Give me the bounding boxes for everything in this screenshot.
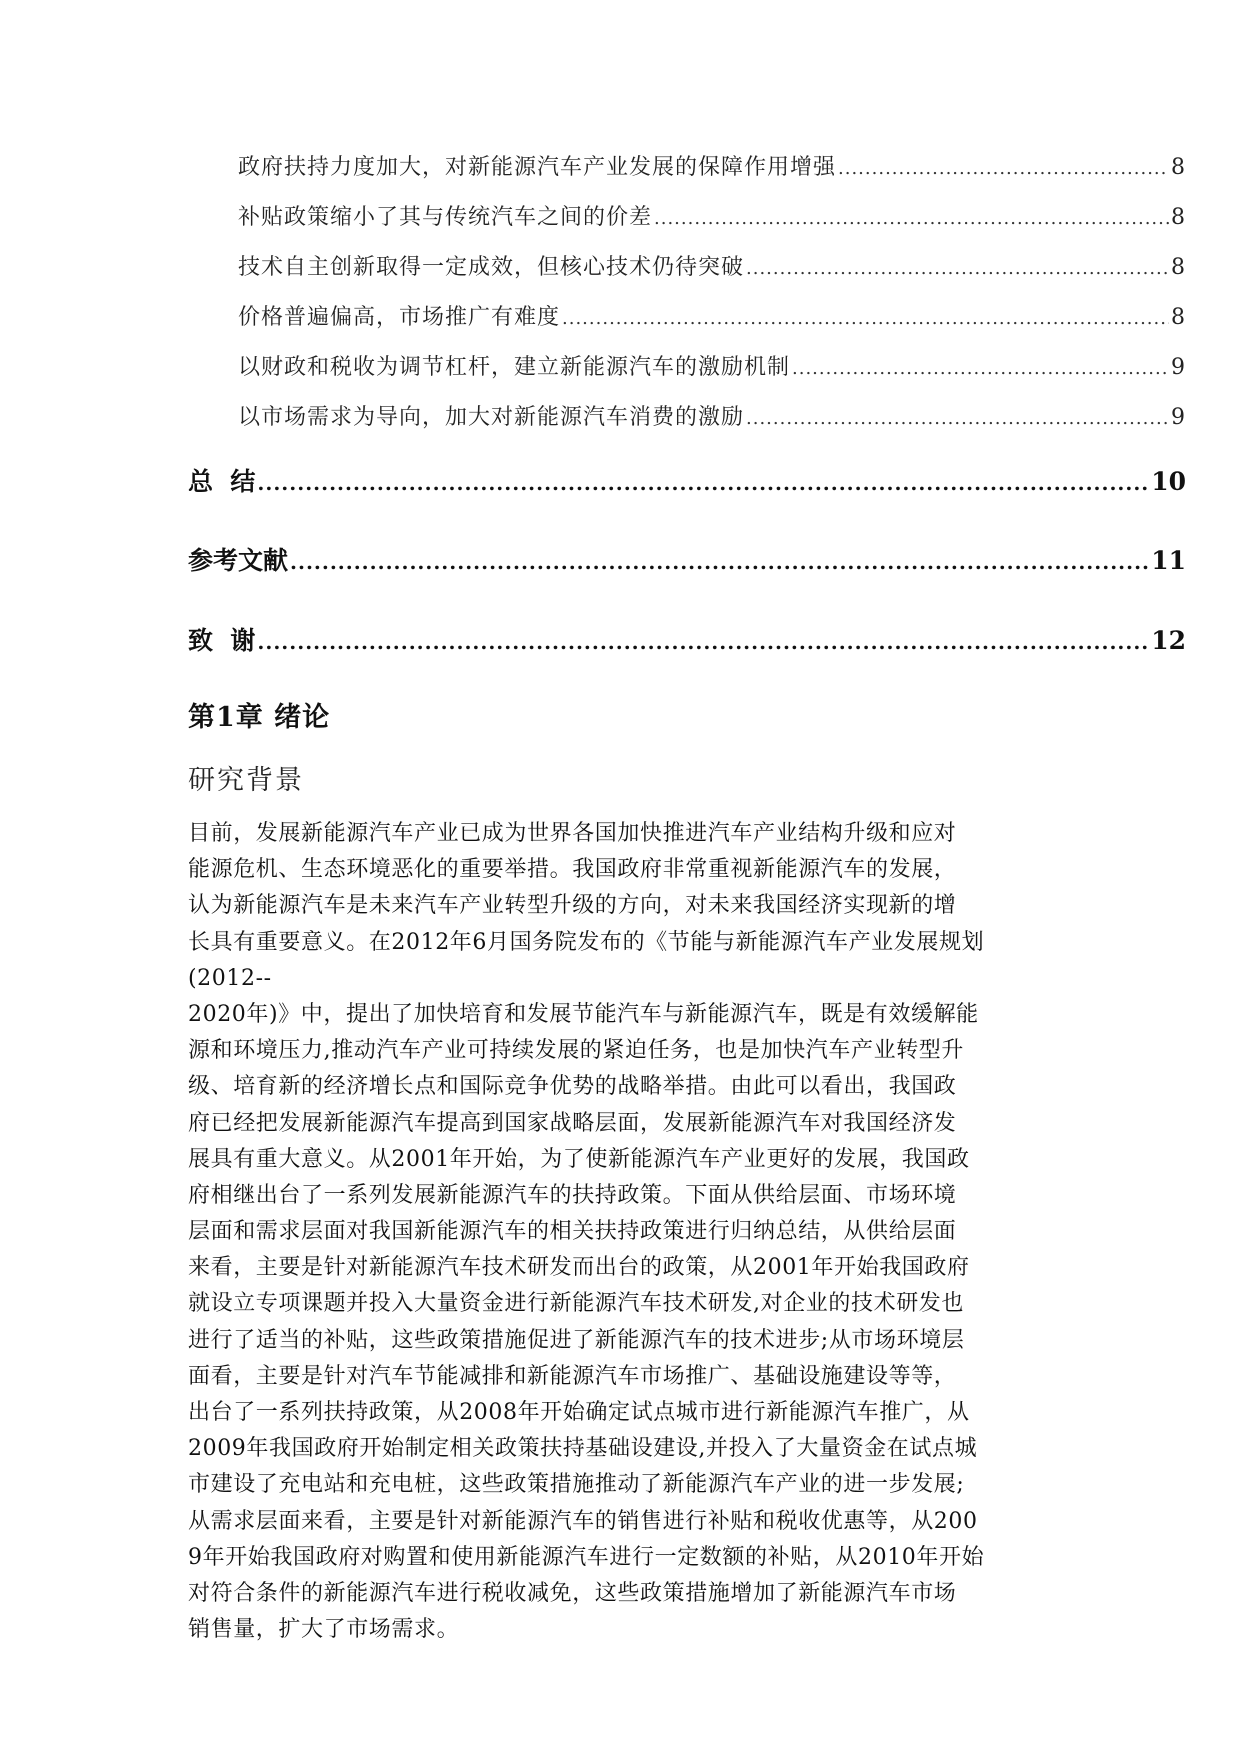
paragraph-line: 来看，主要是针对新能源汽车技术研发而出台的政策，从2001年开始我国政府 bbox=[188, 1255, 970, 1281]
toc-page-number: 11 bbox=[1151, 546, 1186, 575]
toc-entry-label: 以市场需求为导向，加大对新能源汽车消费的激励 bbox=[238, 405, 745, 430]
paragraph-line: 销售量，扩大了市场需求。 bbox=[188, 1617, 460, 1643]
paragraph-line: 源和环境压力,推动汽车产业可持续发展的紧迫任务，也是加快汽车产业转型升 bbox=[188, 1038, 964, 1064]
toc-leader-dots bbox=[257, 471, 1149, 495]
toc-main-entry[interactable] bbox=[188, 541, 1186, 581]
paragraph-line: 府相继出台了一系列发展新能源汽车的扶持政策。下面从供给层面、市场环境 bbox=[188, 1182, 957, 1208]
toc-page-number: 12 bbox=[1151, 626, 1186, 655]
paragraph-line: 9年开始我国政府对购置和使用新能源汽车进行一定数额的补贴，从2010年开始 bbox=[188, 1544, 985, 1570]
toc-leader-dots bbox=[838, 158, 1169, 179]
body-paragraph bbox=[188, 816, 1058, 1648]
paragraph-line: 能源危机、生态环境恶化的重要举措。我国政府非常重视新能源汽车的发展， bbox=[188, 857, 957, 883]
toc-page-number: 9 bbox=[1171, 405, 1186, 430]
paragraph-line: 认为新能源汽车是未来汽车产业转型升级的方向，对未来我国经济实现新的增 bbox=[188, 893, 957, 919]
toc-entry[interactable] bbox=[238, 400, 1186, 434]
paragraph-line: (2012-- bbox=[188, 965, 272, 991]
paragraph-line: 进行了适当的补贴，这些政策措施促进了新能源汽车的技术进步;从市场环境层 bbox=[188, 1327, 965, 1353]
toc-page-number: 10 bbox=[1151, 467, 1186, 496]
paragraph-line: 层面和需求层面对我国新能源汽车的相关扶持政策进行归纳总结，从供给层面 bbox=[188, 1219, 957, 1245]
paragraph-line: 出台了一系列扶持政策，从2008年开始确定试点城市进行新能源汽车推广，从 bbox=[188, 1400, 970, 1425]
toc-entry-label: 价格普遍偏高，市场推广有难度 bbox=[238, 305, 561, 330]
toc-entry-label: 政府扶持力度加大，对新能源汽车产业发展的保障作用增强 bbox=[238, 155, 837, 180]
toc-entry[interactable] bbox=[238, 350, 1186, 384]
toc-entry[interactable] bbox=[238, 150, 1186, 184]
paragraph-line: 2009年我国政府开始制定相关政策扶持基础设建设,并投入了大量资金在试点城 bbox=[188, 1436, 978, 1462]
toc-leader-dots bbox=[792, 358, 1169, 379]
toc-entry-label: 以财政和税收为调节杠杆，建立新能源汽车的激励机制 bbox=[238, 355, 791, 380]
toc-leader-dots bbox=[290, 550, 1149, 574]
paragraph-line: 市建设了充电站和充电桩，这些政策措施推动了新能源汽车产业的进一步发展; bbox=[188, 1472, 965, 1498]
toc-leader-dots bbox=[746, 408, 1169, 429]
paragraph-line: 对符合条件的新能源汽车进行税收减免，这些政策措施增加了新能源汽车市场 bbox=[188, 1580, 957, 1606]
toc-entry-label: 技术自主创新取得一定成效，但核心技术仍待突破 bbox=[238, 255, 745, 280]
paragraph-line: 级、培育新的经济增长点和国际竞争优势的战略举措。由此可以看出，我国政 bbox=[188, 1074, 957, 1100]
chapter-title: 第1章 绪论 bbox=[188, 702, 331, 733]
toc-main-entry[interactable] bbox=[188, 621, 1186, 661]
toc-leader-dots bbox=[562, 308, 1169, 329]
paragraph-line: 面看，主要是针对汽车节能减排和新能源汽车市场推广、基础设施建设等等， bbox=[188, 1363, 957, 1389]
toc-page-number: 9 bbox=[1171, 355, 1186, 380]
toc-entry[interactable] bbox=[238, 200, 1186, 234]
toc-main-entry[interactable] bbox=[188, 462, 1186, 502]
toc-leader-dots bbox=[257, 630, 1149, 654]
toc-page-number: 8 bbox=[1171, 255, 1186, 280]
toc-leader-dots bbox=[746, 258, 1169, 279]
toc-entry-label: 补贴政策缩小了其与传统汽车之间的价差 bbox=[238, 205, 653, 230]
toc-main-label: 致 谢 bbox=[188, 626, 256, 655]
paragraph-line: 目前，发展新能源汽车产业已成为世界各国加快推进汽车产业结构升级和应对 bbox=[188, 821, 957, 846]
toc-entry[interactable] bbox=[238, 300, 1186, 334]
section-title: 研究背景 bbox=[188, 765, 304, 796]
toc-main-label: 参考文献 bbox=[188, 546, 289, 575]
toc-leader-dots bbox=[654, 208, 1169, 229]
paragraph-line: 就设立专项课题并投入大量资金进行新能源汽车技术研发,对企业的技术研发也 bbox=[188, 1291, 964, 1317]
paragraph-line: 府已经把发展新能源汽车提高到国家战略层面，发展新能源汽车对我国经济发 bbox=[188, 1110, 957, 1136]
toc-page-number: 8 bbox=[1171, 205, 1186, 230]
toc-page-number: 8 bbox=[1171, 305, 1186, 330]
paragraph-line: 展具有重大意义。从2001年开始，为了使新能源汽车产业更好的发展，我国政 bbox=[188, 1146, 970, 1172]
toc-main-label: 总 结 bbox=[188, 467, 256, 496]
paragraph-line: 从需求层面来看，主要是针对新能源汽车的销售进行补贴和税收优惠等，从200 bbox=[188, 1508, 978, 1534]
paragraph-line: 2020年)》中，提出了加快培育和发展节能汽车与新能源汽车，既是有效缓解能 bbox=[188, 1001, 979, 1027]
toc-entry[interactable] bbox=[238, 250, 1186, 284]
paragraph-line: 长具有重要意义。在2012年6月国务院发布的《节能与新能源汽车产业发展规划 bbox=[188, 929, 985, 955]
toc-page-number: 8 bbox=[1171, 155, 1186, 180]
